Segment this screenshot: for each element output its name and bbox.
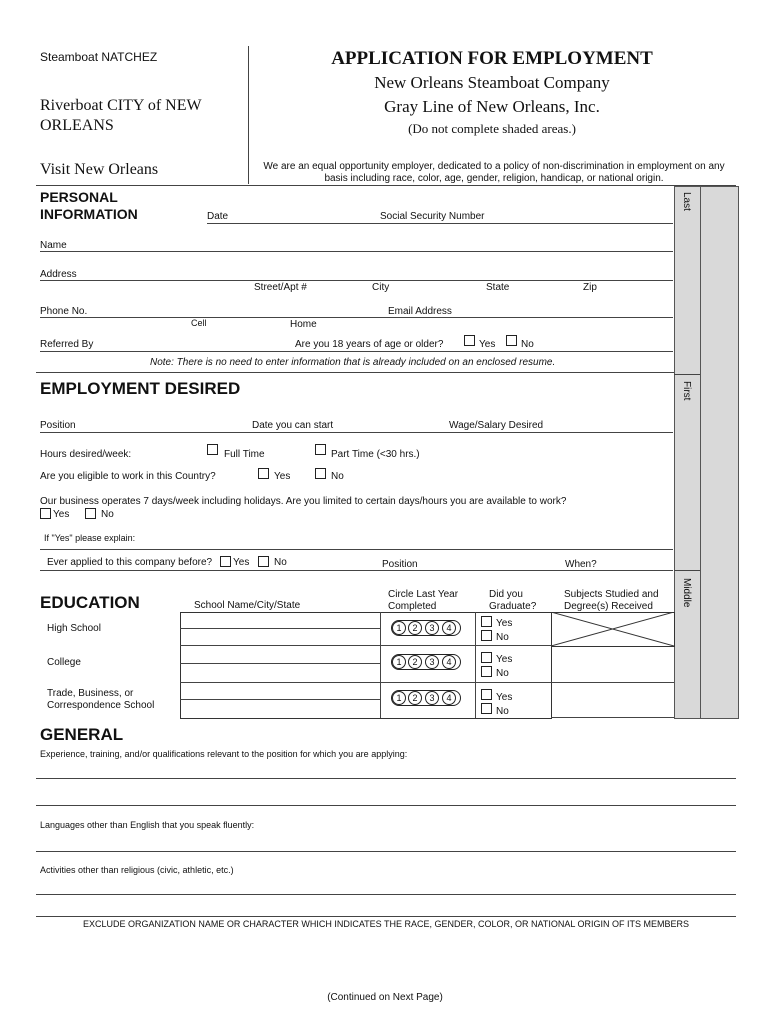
trade-grad-yes-checkbox[interactable]: [481, 689, 492, 700]
year-circle[interactable]: 3: [425, 691, 439, 705]
header-divider: [248, 46, 249, 184]
hs-subjects-cross: [551, 612, 674, 646]
edu-row-label: College: [47, 657, 81, 668]
hs-grad-yes-label: Yes: [496, 618, 513, 629]
year-column-header-2: Completed: [388, 601, 437, 612]
eligible-question: Are you eligible to work in this Country?: [40, 471, 216, 482]
year-circle[interactable]: 2: [408, 691, 422, 705]
subjects-column-header-1: Subjects Studied and: [564, 589, 659, 600]
grid-col-line-2: [475, 612, 476, 718]
address-field[interactable]: [40, 280, 673, 281]
shaded-note: (Do not complete shaded areas.): [408, 121, 576, 136]
school-subline-2: [180, 663, 380, 664]
college-grad-no-checkbox[interactable]: [481, 666, 492, 677]
grid-row-line-1: [180, 645, 551, 646]
subjects-row-line: [551, 682, 674, 683]
age-no-label: No: [521, 339, 534, 350]
shade-divider-1: [674, 374, 700, 375]
languages-label: Languages other than English that you speak fluently:: [40, 820, 255, 830]
eligible-yes-label: Yes: [274, 471, 291, 482]
general-heading: GENERAL: [40, 725, 124, 744]
grid-col-line-1: [380, 612, 381, 718]
cell-caption: Cell: [191, 318, 207, 328]
side-label-middle: Middle: [681, 578, 692, 608]
full-time-checkbox[interactable]: [207, 444, 218, 455]
exclude-notice: EXCLUDE ORGANIZATION NAME OR CHARACTER WHICH INDICATES THE RACE, GENDER, COLOR, OR NATIONAL ORIGIN OF ITS MEMBERS: [82, 919, 690, 929]
grad-column-header-1: Did you: [489, 589, 523, 600]
year-circle[interactable]: 4: [442, 691, 456, 705]
languages-field[interactable]: [36, 851, 736, 852]
experience-field-1[interactable]: [36, 778, 736, 779]
applied-yes-label: Yes: [233, 557, 250, 568]
brand-natchez: Steamboat NATCHEZ: [40, 50, 158, 64]
part-time-label: Part Time (<30 hrs.): [331, 449, 420, 460]
side-label-last: Last: [681, 192, 692, 211]
eeo-statement-1: We are an equal opportunity employer, dedicated to a policy of non-discrimination in employment on any: [263, 161, 725, 172]
referred-field[interactable]: [40, 351, 673, 352]
education-heading: EDUCATION: [40, 593, 140, 612]
year-circle[interactable]: 3: [425, 621, 439, 635]
brand-riverboat-line2: ORLEANS: [40, 117, 114, 134]
hs-grad-yes-checkbox[interactable]: [481, 616, 492, 627]
college-grad-yes-label: Yes: [496, 654, 513, 665]
street-caption: Street/Apt #: [254, 282, 307, 293]
brand-riverboat-line1: Riverboat CITY of NEW: [40, 97, 202, 114]
year-circle[interactable]: 4: [442, 655, 456, 669]
home-caption: Home: [290, 319, 317, 330]
ssn-label: Social Security Number: [380, 211, 485, 222]
city-caption: City: [372, 282, 390, 293]
position-label: Position: [40, 420, 76, 431]
personal-heading-2: INFORMATION: [40, 206, 138, 222]
year-circle[interactable]: 1: [392, 691, 406, 705]
year-circle[interactable]: 2: [408, 621, 422, 635]
applied-yes-checkbox[interactable]: [220, 556, 231, 567]
zip-caption: Zip: [583, 282, 597, 293]
trade-grad-no-label: No: [496, 706, 509, 717]
name-label: Name: [40, 240, 67, 251]
age-no-checkbox[interactable]: [506, 335, 517, 346]
applied-question: Ever applied to this company before?: [47, 557, 213, 568]
date-ssn-field[interactable]: [207, 223, 673, 224]
days-question: Our business operates 7 days/week including holidays. Are you limited to certain days/hours you are available to work?: [40, 496, 567, 507]
trade-grad-yes-label: Yes: [496, 692, 513, 703]
activities-field[interactable]: [36, 894, 736, 895]
address-label: Address: [40, 269, 77, 280]
grad-column-header-2: Graduate?: [489, 601, 537, 612]
subjects-column-header-2: Degree(s) Received: [564, 601, 653, 612]
edu-row-label: Trade, Business, or: [47, 688, 134, 699]
shaded-name-column: [674, 186, 701, 719]
personal-heading-1: PERSONAL: [40, 189, 118, 205]
applied-field[interactable]: [40, 570, 673, 571]
days-yes-checkbox[interactable]: [40, 508, 51, 519]
year-circle[interactable]: 2: [408, 655, 422, 669]
wage-label: Wage/Salary Desired: [449, 420, 544, 431]
year-circle[interactable]: 4: [442, 621, 456, 635]
state-caption: State: [486, 282, 510, 293]
eligible-no-label: No: [331, 471, 344, 482]
experience-field-2[interactable]: [36, 805, 736, 806]
year-circle[interactable]: 1: [392, 621, 406, 635]
school-subline-1: [180, 628, 380, 629]
school-column-header: School Name/City/State: [194, 600, 301, 611]
edu-row-label: High School: [47, 623, 101, 634]
company-name-1: New Orleans Steamboat Company: [374, 73, 610, 92]
page-title: APPLICATION FOR EMPLOYMENT: [331, 48, 653, 69]
applied-position-label: Position: [382, 559, 418, 570]
company-name-2: Gray Line of New Orleans, Inc.: [384, 97, 600, 116]
start-date-label: Date you can start: [252, 420, 334, 431]
eligible-no-checkbox[interactable]: [315, 468, 326, 479]
email-label: Email Address: [388, 306, 452, 317]
shaded-outer-column: [700, 186, 739, 719]
hs-grad-no-checkbox[interactable]: [481, 630, 492, 641]
college-grad-yes-checkbox[interactable]: [481, 652, 492, 663]
eeo-statement-2: basis including race, color, age, gender, religion, handicap, or national origin.: [324, 173, 664, 184]
date-label: Date: [207, 211, 229, 222]
name-field[interactable]: [40, 251, 673, 252]
year-column-header-1: Circle Last Year: [388, 589, 459, 600]
applied-no-checkbox[interactable]: [258, 556, 269, 567]
side-label-first: First: [681, 381, 692, 401]
activities-field-2[interactable]: [36, 916, 736, 917]
shade-divider-2: [674, 570, 700, 571]
hs-grad-no-label: No: [496, 632, 509, 643]
subjects-bottom-line: [551, 717, 674, 718]
full-time-label: Full Time: [224, 449, 265, 460]
edu-row-label-2: Correspondence School: [47, 700, 155, 711]
grid-row-line-2: [180, 682, 551, 683]
age-question: Are you 18 years of age or older?: [295, 339, 444, 350]
trade-grad-no-checkbox[interactable]: [481, 703, 492, 714]
eligible-yes-checkbox[interactable]: [258, 468, 269, 479]
personal-section-rule: [36, 372, 674, 373]
days-yes-label: Yes: [53, 509, 70, 520]
days-no-checkbox[interactable]: [85, 508, 96, 519]
experience-label: Experience, training, and/or qualifications relevant to the position for which you are applying:: [40, 749, 408, 759]
phone-label: Phone No.: [40, 306, 88, 317]
part-time-checkbox[interactable]: [315, 444, 326, 455]
resume-note: Note: There is no need to enter information that is already included on an enclosed resume.: [150, 357, 556, 368]
college-grad-no-label: No: [496, 668, 509, 679]
explain-field[interactable]: [40, 549, 673, 550]
hours-label: Hours desired/week:: [40, 449, 132, 460]
age-yes-checkbox[interactable]: [464, 335, 475, 346]
applied-no-label: No: [274, 557, 287, 568]
activities-label: Activities other than religious (civic, athletic, etc.): [40, 865, 234, 875]
referred-label: Referred By: [40, 339, 94, 350]
school-subline-3: [180, 699, 380, 700]
age-yes-label: Yes: [479, 339, 496, 350]
phone-field[interactable]: [40, 317, 673, 318]
brand-visit-new-orleans: Visit New Orleans: [40, 161, 159, 178]
year-circle[interactable]: 3: [425, 655, 439, 669]
days-no-label: No: [101, 509, 114, 520]
continued-note: (Continued on Next Page): [327, 992, 443, 1003]
explain-label: If "Yes" please explain:: [44, 533, 136, 543]
employment-heading: EMPLOYMENT DESIRED: [40, 379, 241, 398]
header-rule: [36, 185, 736, 186]
applied-when-label: When?: [565, 559, 597, 570]
year-circle[interactable]: 1: [392, 655, 406, 669]
position-field[interactable]: [40, 432, 673, 433]
